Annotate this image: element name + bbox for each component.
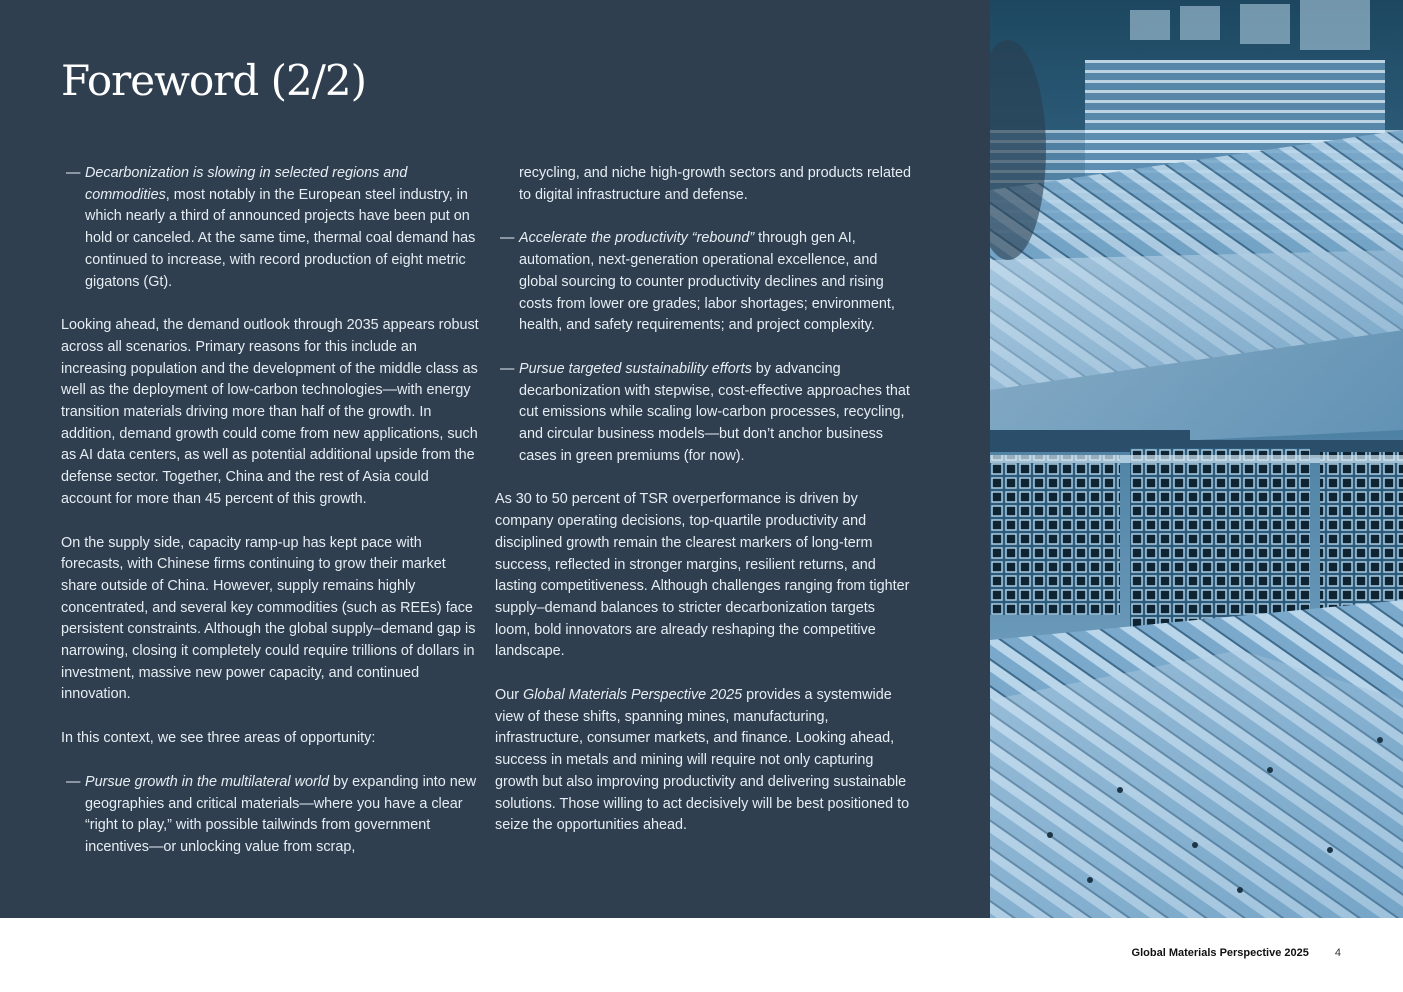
bullet-text: , most notably in the European steel industry, in which nearly a third of announced projects have been put on hold or canceled. At the same time, thermal coal demand has continued to increase, with record production of eight metric gigatons (Gt).: [85, 186, 476, 290]
steel-warehouse-photo: [990, 0, 1403, 918]
paragraph-text: provides a systemwide view of these shifts, spanning mines, manufacturing, infrastructure, consumer markets, and finance. Looking ahead, success in metals and mining will require not only capturing growth but also improving productivity and delivering sustainable solutions. Those willing to act decisively will be best positioned to seize the opportunities ahead.: [495, 687, 910, 834]
paragraph-lead: Our: [495, 687, 523, 704]
bullet-productivity: [495, 228, 913, 337]
page-footer: [1132, 947, 1341, 959]
bullet-text: by advancing decarbonization with stepwise, cost-effective approaches that cut emissions while scaling low-carbon processes, recycling, and circular business models—but don’t anchor business cases in green premiums (for now).: [519, 360, 910, 464]
footer-publication-title: Global Materials Perspective 2025: [1131, 947, 1309, 959]
paragraph-opportunity-intro: In this context, we see three areas of opportunity:: [61, 730, 376, 747]
bullet-decarbonization: [61, 163, 479, 293]
paragraph-tsr: As 30 to 50 percent of TSR overperformance is driven by company operating decisions, top-quartile productivity and disciplined growth remain the clearest markers of long-term success, reflected in stronger margins, resilient returns, and lasting competitiveness. Although challenges ranging from tighter supply–demand balances to stricter decarbonization targets loom, bold innovators are already reshaping the competitive landscape.: [495, 491, 910, 660]
bullet-emphasis: Pursue growth in the multilateral world: [85, 773, 329, 790]
page-number: 4: [1334, 947, 1341, 959]
paragraph-supply-side: On the supply side, capacity ramp-up has kept pace with forecasts, with Chinese firms continuing to grow their market share outside of China. However, supply remains highly concentrated, and several key commodities (such as REEs) face persistent constraints. Although the global supply–demand gap is narrowing, closing it completely could require trillions of dollars in investment, massive new power capacity, and continued innovation.: [61, 534, 476, 703]
bullet-text: through gen AI, automation, next-generation operational excellence, and global sourcing to counter productivity declines and rising costs from lower ore grades; labor shortages; environment, health, and safety requirements; and project complexity.: [519, 230, 895, 334]
right-text-column: [495, 163, 913, 859]
bullet-sustainability: [495, 359, 913, 468]
bullet-growth-continuation: recycling, and niche high-growth sectors and products related to digital infrastructure and defense.: [519, 165, 911, 203]
left-text-column: [61, 163, 479, 881]
bullet-text: by expanding into new geographies and critical materials—where you have a clear “right to play,” with possible tailwinds from government incentives—or unlocking value from scrap,: [85, 773, 477, 855]
paragraph-demand-outlook: Looking ahead, the demand outlook through 2035 appears robust across all scenarios. Primary reasons for this include an increasing population and the development of the middle class as well as the deployment of low-carbon technologies—with energy transition materials driving more than half of the growth. In addition, demand growth could come from new applications, such as AI data centers, as well as potential additional upside from the defense sector. Together, China and the rest of Asia could account for more than 45 percent of this growth.: [61, 317, 479, 507]
page-title: Foreword (2/2): [61, 56, 366, 105]
publication-title-emphasis: Global Materials Perspective 2025: [523, 687, 743, 704]
bullet-emphasis: Pursue targeted sustainability efforts: [519, 360, 752, 377]
bullet-emphasis: Decarbonization is slowing in selected regions and commodities: [85, 165, 408, 203]
bullet-emphasis: Accelerate the productivity “rebound”: [519, 230, 755, 247]
paragraph-closing: [495, 685, 913, 837]
bullet-growth: [61, 772, 479, 859]
